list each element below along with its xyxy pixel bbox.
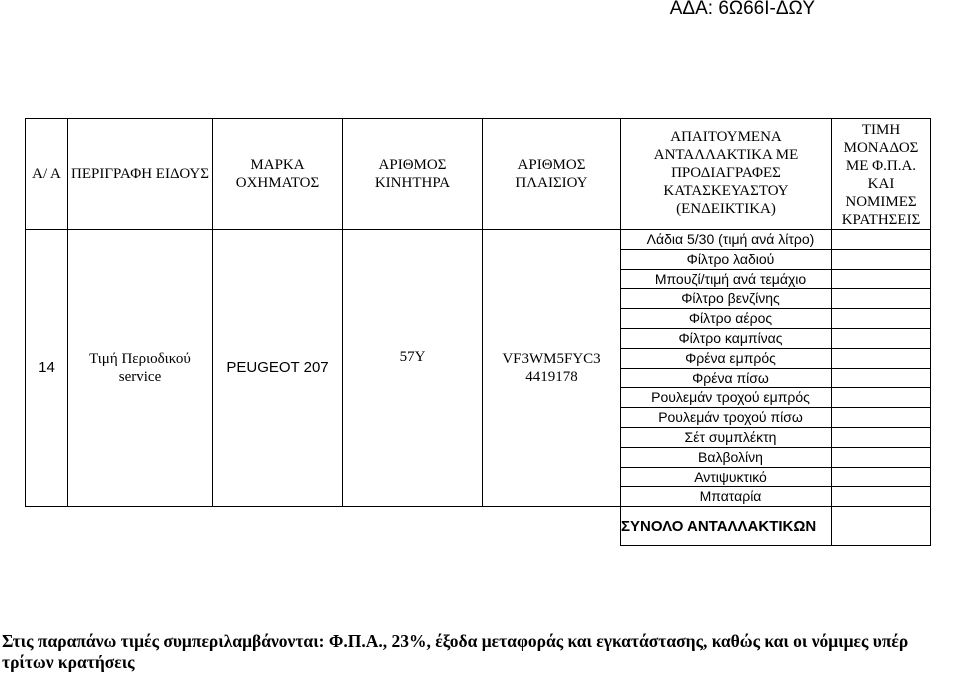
part-item: Λάδια 5/30 (τιμή ανά λίτρο) (621, 230, 832, 250)
price-cell[interactable] (832, 348, 931, 368)
part-item: Μπαταρία (621, 487, 832, 507)
part-item: Φίλτρο καμπίνας (621, 328, 832, 348)
price-cell[interactable] (832, 309, 931, 329)
price-cell[interactable] (832, 230, 931, 250)
header-engine: ΑΡΙΘΜΟΣ ΚΙΝΗΤΗΡΑ (343, 119, 483, 230)
part-item: Σέτ συμπλέκτη (621, 427, 832, 447)
price-cell[interactable] (832, 368, 931, 388)
parts-price-table (25, 118, 931, 546)
total-row (26, 507, 931, 546)
row-brand: PEUGEOT 207 (213, 230, 343, 507)
part-item: Φρένα πίσω (621, 368, 832, 388)
part-item: Φρένα εμπρός (621, 348, 832, 368)
part-item: Ρουλεμάν τροχού πίσω (621, 408, 832, 428)
price-cell[interactable] (832, 328, 931, 348)
header-price: ΤΙΜΗ ΜΟΝΑΔΟΣ ΜΕ Φ.Π.Α. ΚΑΙ ΝΟΜΙΜΕΣ ΚΡΑΤΗΣΕΙΣ (832, 119, 931, 230)
header-aa: Α/ Α (26, 119, 68, 230)
footer-note: Στις παραπάνω τιμές συμπεριλαμβάνονται: Φ.Π.Α., 23%, έξοδα μεταφοράς και εγκατάστασης, καθώς και οι νόμιμες υπέρ τρίτων κρατήσεις (2, 631, 909, 672)
header-parts: ΑΠΑΙΤΟΥΜΕΝΑ ΑΝΤΑΛΛΑΚΤΙΚΑ ΜΕ ΠΡΟΔΙΑΓΡΑΦΕΣ ΚΑΤΑΣΚΕΥΑΣΤΟΥ (ΕΝΔΕΙΚΤΙΚΑ) (621, 119, 832, 230)
price-cell[interactable] (832, 467, 931, 487)
price-cell[interactable] (832, 487, 931, 507)
price-cell[interactable] (832, 388, 931, 408)
price-cell[interactable] (832, 289, 931, 309)
part-item: Βαλβολίνη (621, 447, 832, 467)
header-row (26, 119, 931, 230)
data-row-first (26, 230, 931, 250)
header-chassis: ΑΡΙΘΜΟΣ ΠΛΑΙΣΙΟΥ (483, 119, 621, 230)
row-description: Τιμή Περιοδικού service (68, 230, 213, 507)
ada-code: ΑΔΑ: 6Ω66Ι-ΔΩΥ (669, 0, 815, 19)
part-item: Ρουλεμάν τροχού εμπρός (621, 388, 832, 408)
price-cell[interactable] (832, 408, 931, 428)
price-cell[interactable] (832, 249, 931, 269)
price-cell[interactable] (832, 269, 931, 289)
part-item: Αντιψυκτικό (621, 467, 832, 487)
total-label: ΣΥΝΟΛΟ ΑΝΤΑΛΛΑΚΤΙΚΩΝ (621, 507, 832, 546)
header-brand: ΜΑΡΚΑ ΟΧΗΜΑΤΟΣ (213, 119, 343, 230)
row-aa: 14 (26, 230, 68, 507)
part-item: Μπουζί/τιμή ανά τεμάχιο (621, 269, 832, 289)
header-description: ΠΕΡΙΓΡΑΦΗ ΕΙΔΟΥΣ (68, 119, 213, 230)
row-engine: 57Y (343, 230, 483, 507)
part-item: Φίλτρο βενζίνης (621, 289, 832, 309)
price-cell[interactable] (832, 447, 931, 467)
row-chassis: VF3WM5FYC3 4419178 (483, 230, 621, 507)
total-value-cell[interactable] (832, 507, 931, 546)
part-item: Φίλτρο λαδιού (621, 249, 832, 269)
price-cell[interactable] (832, 427, 931, 447)
part-item: Φίλτρο αέρος (621, 309, 832, 329)
